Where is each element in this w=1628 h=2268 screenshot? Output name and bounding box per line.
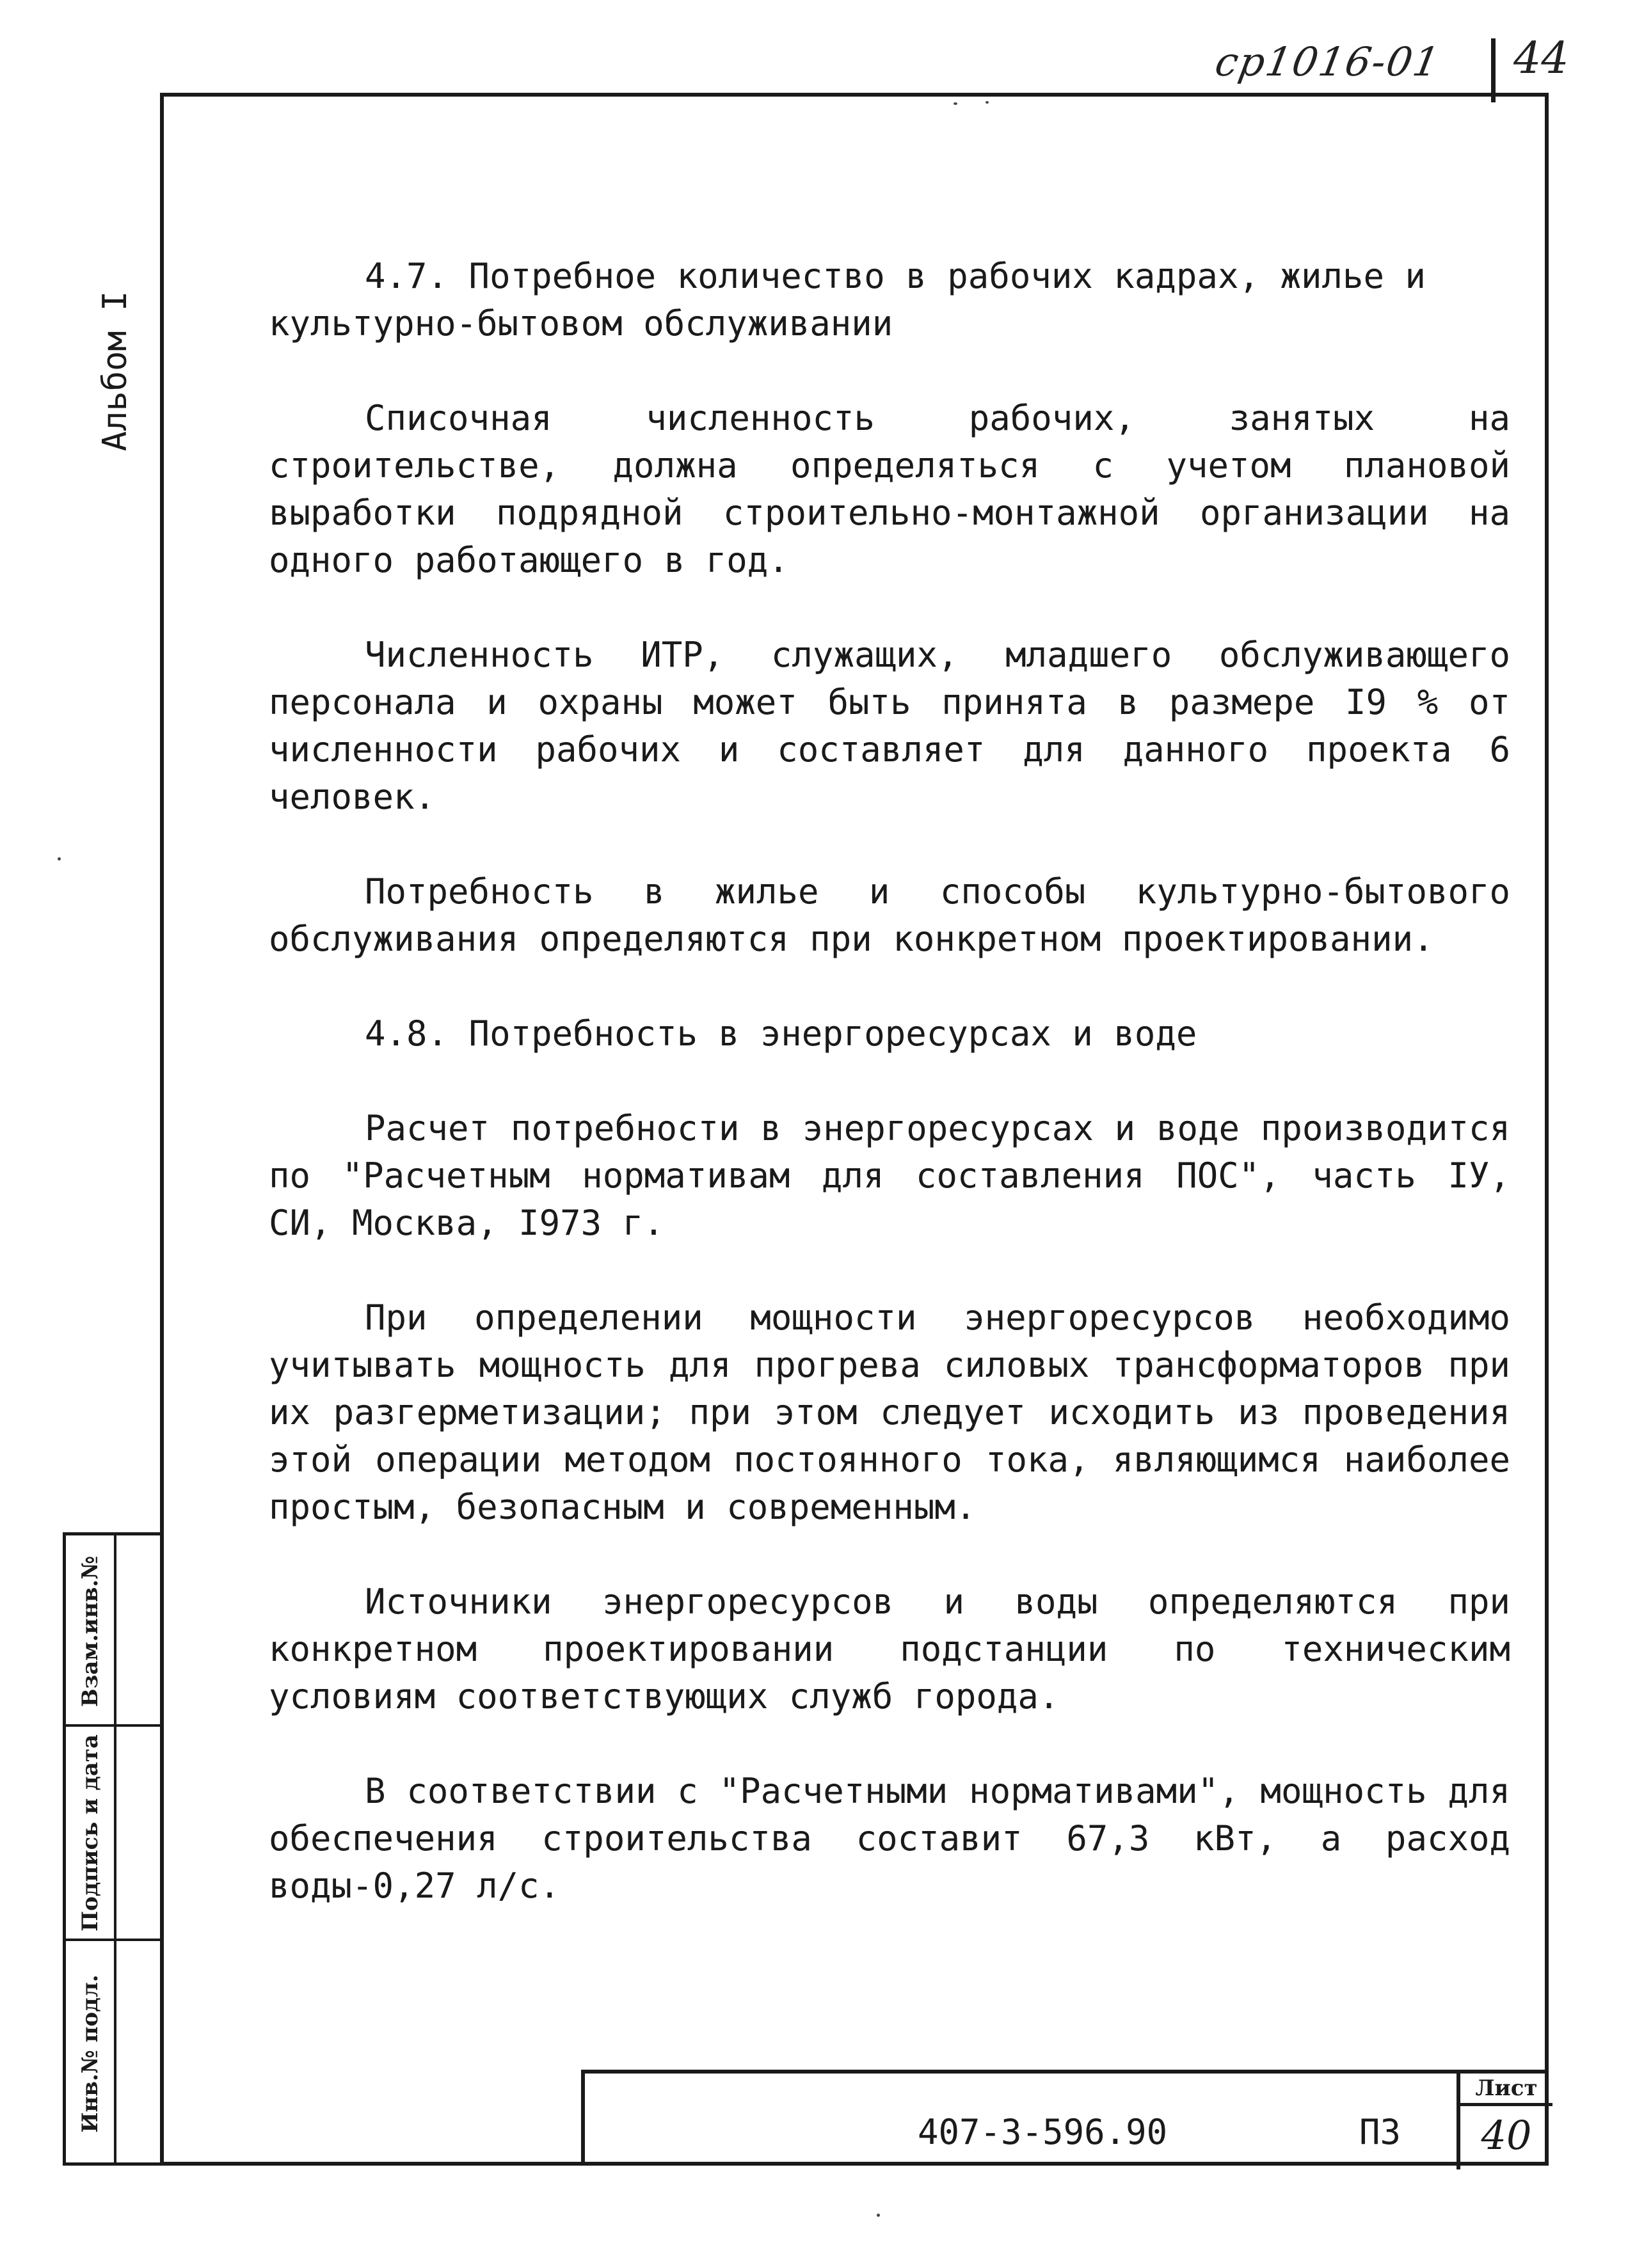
- stamp-row-divider: [66, 1939, 160, 1941]
- sheet-number: 40: [1481, 2112, 1532, 2159]
- scan-speck: [877, 2214, 880, 2217]
- document-number: 407-3-596.90: [918, 2112, 1168, 2152]
- section-heading-4-8: 4.8. Потребность в энергоресурсах и воде: [365, 1013, 1197, 1054]
- paragraph-energy-sources: Источники энергоресурсов и воды определяются при конкретном проектировании подстанции по техническим условиям соответствующих служб города.: [269, 1582, 1510, 1717]
- sheet-label: Лист: [1460, 2074, 1552, 2106]
- scan-speck: [58, 857, 61, 860]
- scan-speck: [986, 101, 989, 104]
- section-heading-4-7: 4.7. Потребное количество в рабочих кадрах, жилье и культурно-бытовом обслуживании: [269, 256, 1426, 344]
- stamp-column-divider: [114, 1535, 116, 2162]
- paragraph-workers-count: Списочная численность рабочих, занятых на строительстве, должна определяться с учетом плановой выработки подрядной строительно-монтажной организации на одного работающего в год.: [269, 398, 1510, 580]
- paragraph-itr-count: Численность ИТР, служащих, младшего обслуживающего персонала и охраны может быть принята в размере I9 % от численности рабочих и составляет для данного проекта 6 человек.: [269, 635, 1510, 817]
- stamp-cell-replacement-inv: Взам.инв.№: [77, 1555, 103, 1708]
- handwritten-archive-code: ср1016-01: [1211, 38, 1444, 85]
- stamp-cell-signature-date: Подпись и дата: [77, 1734, 103, 1932]
- document-type: ПЗ: [1359, 2112, 1401, 2152]
- title-block: [581, 2070, 1549, 2166]
- paragraph-calculation-norms: Расчет потребности в энергоресурсах и воде производится по "Расчетным нормативам для составления ПОС", часть IУ, СИ, Москва, I973 г.: [269, 1108, 1510, 1243]
- sheet-box: [1456, 2074, 1552, 2169]
- scan-speck: [954, 102, 957, 105]
- paragraph-power-water-result: В соответствии с "Расчетными нормативами", мощность для обеспечения строительства составит 67,3 кВт, а расход воды-0,27 л/с.: [269, 1771, 1510, 1906]
- document-body: [269, 253, 1510, 1957]
- side-stamp: [63, 1532, 160, 2166]
- album-label: Альбом I: [96, 290, 134, 452]
- handwritten-page-number: 44: [1513, 33, 1569, 84]
- stamp-cell-original-inv: Инв.№ подл.: [77, 1974, 103, 2133]
- paragraph-power-determination: При определении мощности энергоресурсов необходимо учитывать мощность для прогрева силовых трансформаторов при их разгерметизации; при этом следует исходить из проведения этой операции методом постоянного тока, являющимся наиболее простым, безопасным и современным.: [269, 1297, 1510, 1527]
- paragraph-housing: Потребность в жилье и способы культурно-бытового обслуживания определяются при конкретном проектировании.: [269, 871, 1510, 959]
- stamp-row-divider: [66, 1724, 160, 1727]
